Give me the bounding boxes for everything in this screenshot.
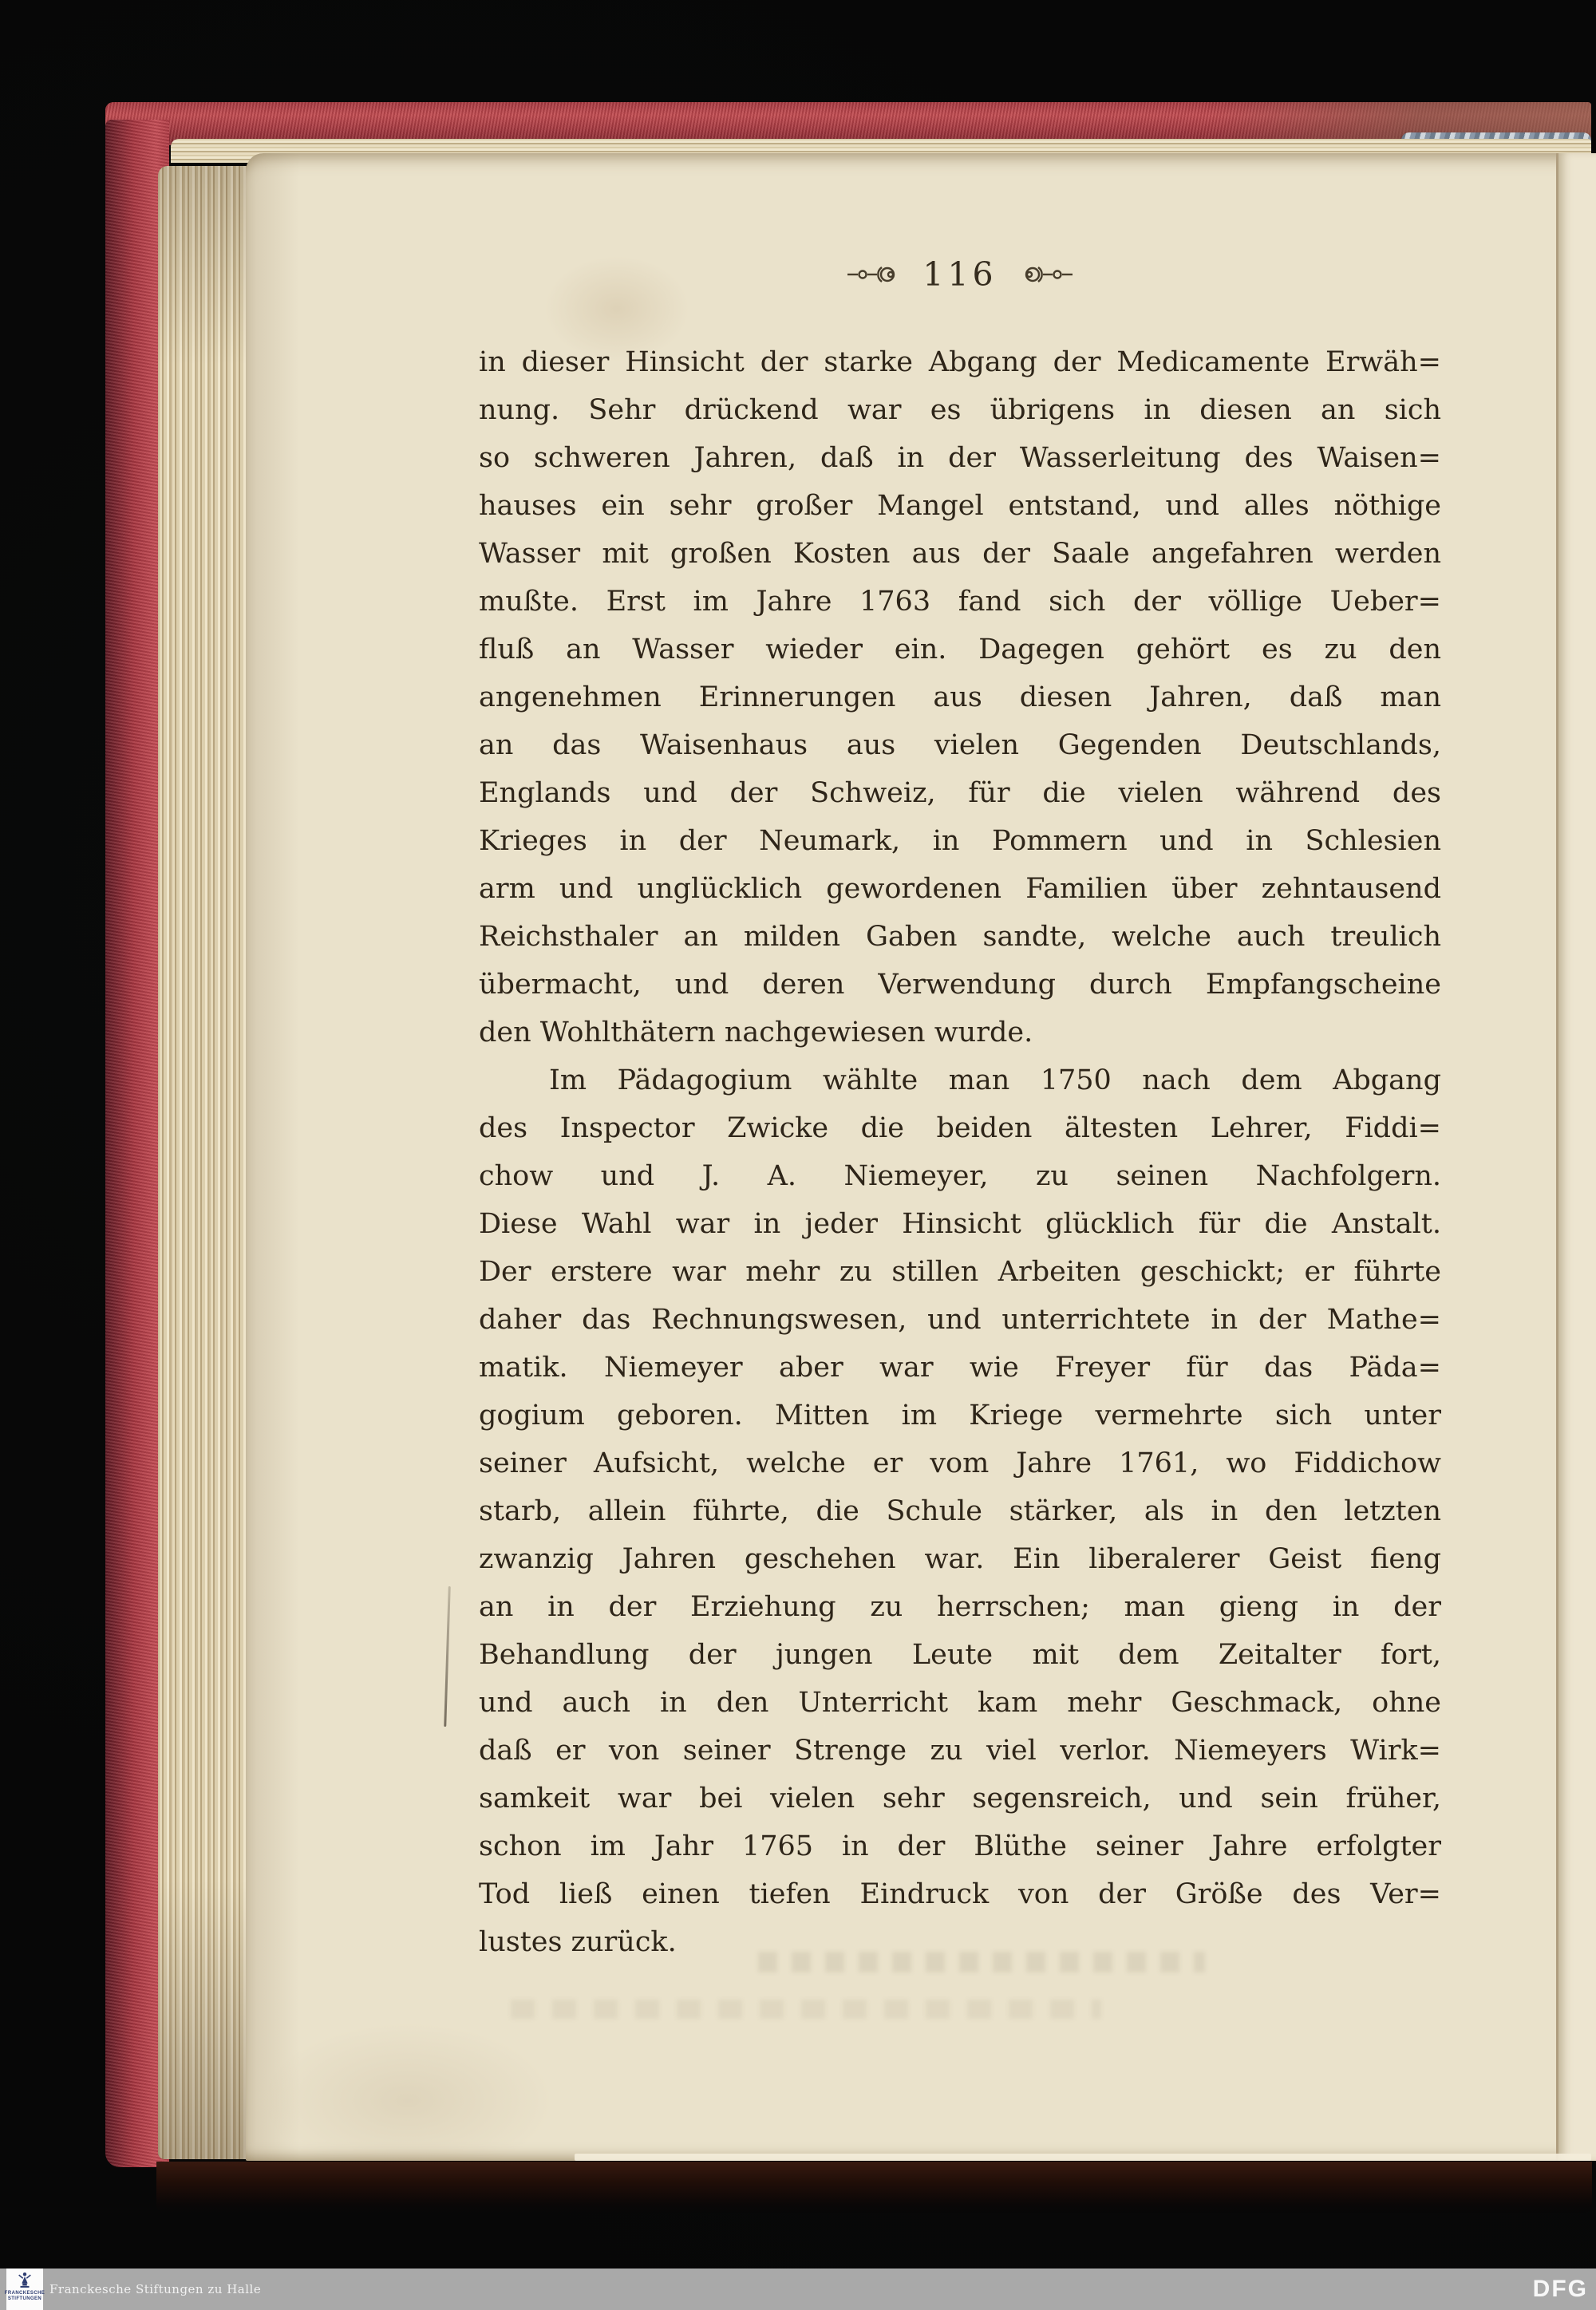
page-edges-stack (158, 166, 247, 2159)
body-text-line: übermacht, und deren Verwendung durch Empfangscheine (479, 969, 1441, 1001)
body-text-line: Behandlung der jungen Leute mit dem Zeitalter fort, (479, 1639, 1441, 1671)
body-text-line: an das Waisenhaus aus vielen Gegenden Deutschlands, (479, 729, 1441, 761)
body-text-line: des Inspector Zwicke die beiden ältesten Lehrer, Fiddi= (479, 1112, 1441, 1144)
body-text-line: starb, allein führte, die Schule stärker, als in den letzten (479, 1495, 1441, 1527)
page-number: 116 (922, 255, 998, 294)
header-ornament-left-icon (846, 264, 899, 285)
body-text-line: Im Pädagogium wählte man 1750 nach dem Abgang (549, 1064, 1441, 1096)
header-ornament-right-icon (1021, 264, 1074, 285)
body-text-line: zwanzig Jahren geschehen war. Ein liberalerer Geist fieng (479, 1543, 1441, 1575)
body-text-line: hauses ein sehr großer Mangel entstand, und alles nöthige (479, 490, 1441, 522)
body-text-line: arm und unglücklich gewordenen Familien über zehntausend (479, 873, 1441, 905)
body-text-line: Diese Wahl war in jeder Hinsicht glücklich für die Anstalt. (479, 1208, 1441, 1240)
body-text-line: Englands und der Schweiz, für die vielen während des (479, 777, 1441, 809)
franckesche-stiftungen-logo (6, 2269, 43, 2310)
body-text-line: und auch in den Unterricht kam mehr Geschmack, ohne (479, 1687, 1441, 1719)
body-text-line: seiner Aufsicht, welche er vom Jahre 1761, wo Fiddichow (479, 1447, 1441, 1479)
library-watermark-bar (0, 2269, 1596, 2310)
logo-caption-line2: STIFTUNGEN (7, 2296, 42, 2301)
body-text-line: samkeit war bei vielen sehr segensreich, und sein früher, (479, 1783, 1441, 1814)
body-text-line: in dieser Hinsicht der starke Abgang der Medicamente Erwäh= (479, 346, 1441, 378)
body-text-line: gogium geboren. Mitten im Kriege vermehrte sich unter (479, 1400, 1441, 1431)
dfg-logo: DFG (1532, 2276, 1588, 2302)
body-text-line: den Wohlthätern nachgewiesen wurde. (479, 1017, 1033, 1048)
body-text-line: angenehmen Erinnerungen aus diesen Jahren, daß man (479, 681, 1441, 713)
ink-showthrough (758, 1952, 1205, 1972)
body-text-line: Reichsthaler an milden Gaben sandte, welche auch treulich (479, 921, 1441, 953)
body-text-line: Krieges in der Neumark, in Pommern und in Schlesien (479, 825, 1441, 857)
body-text-line: Wasser mit großen Kosten aus der Saale angefahren werden (479, 538, 1441, 570)
book-bottom-shadow (156, 2162, 1592, 2213)
institution-watermark-label: Franckesche Stiftungen zu Halle (49, 2282, 262, 2296)
body-text-line: Der erstere war mehr zu stillen Arbeiten geschickt; er führte (479, 1256, 1441, 1288)
body-text-line: schon im Jahr 1765 in der Blüthe seiner Jahre erfolgter (479, 1830, 1441, 1862)
body-text-line: chow und J. A. Niemeyer, zu seinen Nachfolgern. (479, 1160, 1441, 1192)
body-text-line: matik. Niemeyer aber war wie Freyer für das Päda= (479, 1352, 1441, 1384)
body-text-line: so schweren Jahren, daß in der Wasserleitung des Waisen= (479, 442, 1441, 474)
body-text-line: daher das Rechnungswesen, und unterrichtete in der Mathe= (479, 1304, 1441, 1336)
ink-showthrough (511, 2000, 1101, 2019)
page-gutter-fold (1556, 153, 1596, 2161)
body-text-line: lustes zurück. (479, 1926, 677, 1958)
body-text (479, 338, 1441, 1966)
body-text-line: fluß an Wasser wieder ein. Dagegen gehört es zu den (479, 634, 1441, 665)
body-text-line: Tod ließ einen tiefen Eindruck von der Größe des Ver= (479, 1878, 1441, 1910)
body-text-line: daß er von seiner Strenge zu viel verlor. Niemeyers Wirk= (479, 1735, 1441, 1767)
body-text-line: mußte. Erst im Jahre 1763 fand sich der völlige Ueber= (479, 586, 1441, 618)
page-bottom-edge (575, 2154, 1591, 2161)
page-header (479, 252, 1441, 297)
logo-caption-line1: FRANCKESCHE (4, 2291, 45, 2296)
francke-statue-icon (16, 2271, 34, 2290)
body-text-line: an in der Erziehung zu herrschen; man gieng in der (479, 1591, 1441, 1623)
body-text-line: nung. Sehr drückend war es übrigens in diesen an sich (479, 394, 1441, 426)
